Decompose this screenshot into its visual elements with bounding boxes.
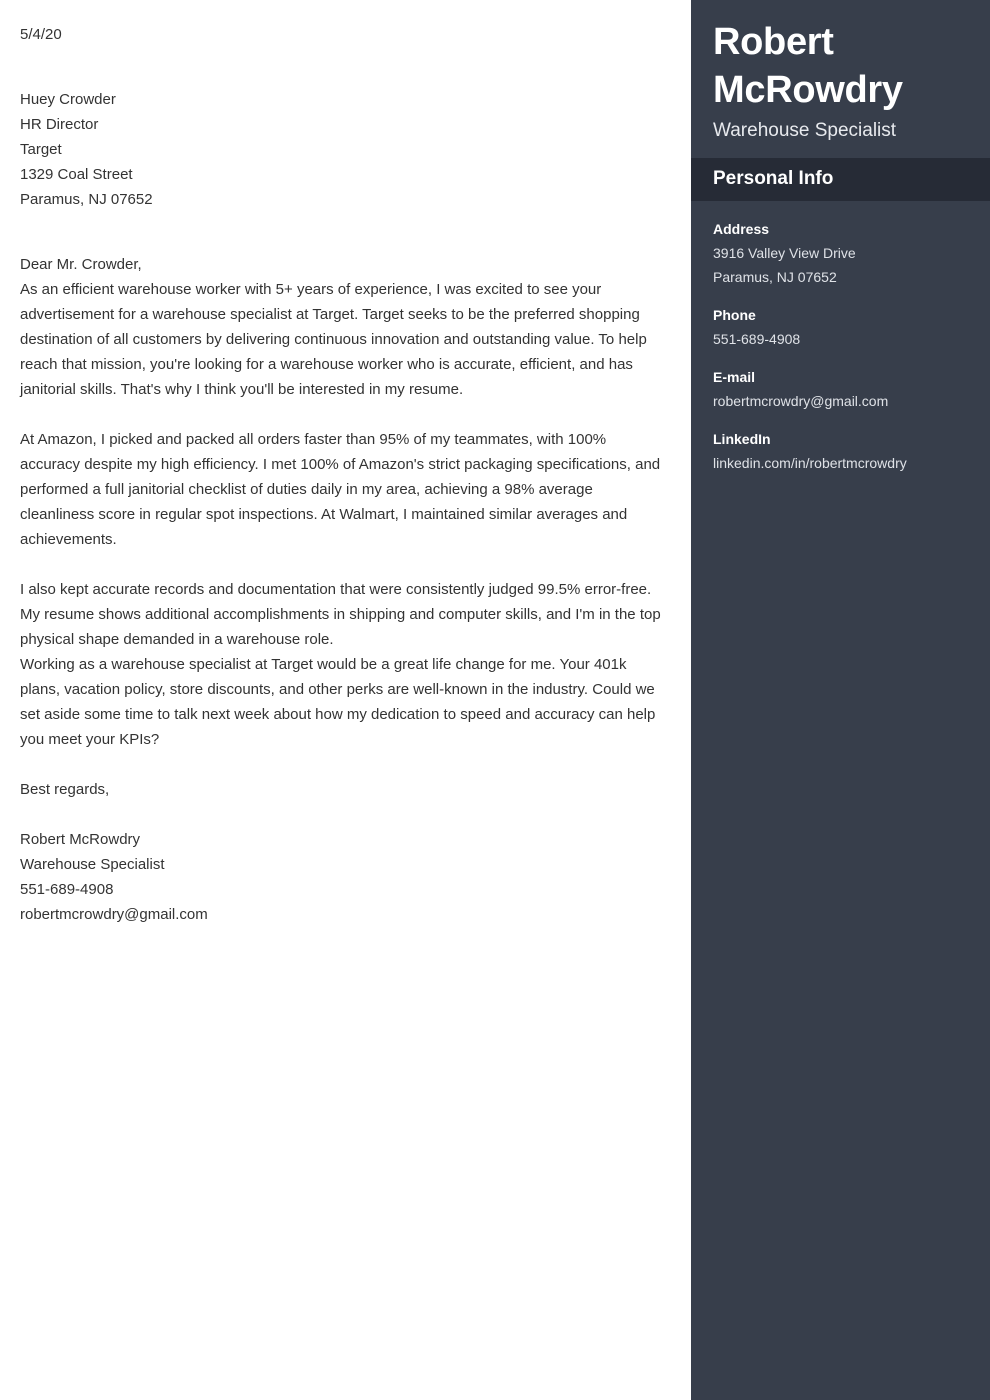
closing-signoff: Best regards,: [20, 781, 110, 798]
signature-email: robertmcrowdry@gmail.com: [20, 906, 208, 923]
email-label: E-mail: [713, 369, 756, 385]
signature-block: [20, 827, 669, 927]
sidebar-header: [691, 0, 990, 158]
recipient-address-block: [20, 87, 669, 212]
letter-paragraph-3: I also kept accurate records and documentation that were consistently judged 99.5% error-free. My resume shows additional accomplishments in shipping and computer skills, and I'm in the top physical shape demanded in a warehouse role.: [20, 581, 661, 648]
sidebar-content: [691, 201, 990, 475]
address-line-2: Paramus, NJ 07652: [713, 269, 837, 285]
personal-info-band: [691, 158, 990, 201]
letter-paragraph-1: As an efficient warehouse worker with 5+ years of experience, I was excited to see your advertisement for a warehouse specialist at Target. Target seeks to be the preferred shopping destination of all customers by delivering continuous innovation and outstanding value. To help reach that mission, you're looking for a warehouse worker who is accurate, efficient, and has janitorial skills. That's why I think you'll be interested in my resume.: [20, 281, 647, 398]
recipient-company: Target: [20, 141, 62, 158]
recipient-street: 1329 Coal Street: [20, 166, 133, 183]
linkedin-value[interactable]: linkedin.com/in/robertmcrowdry: [713, 455, 907, 471]
recipient-name: Huey Crowder: [20, 91, 116, 108]
address-label: Address: [713, 221, 770, 237]
paragraph-spacer: [20, 552, 669, 577]
paragraph-spacer: [20, 752, 669, 777]
signature-title: Warehouse Specialist: [20, 856, 165, 873]
personal-info-heading: Personal Info: [713, 168, 834, 189]
linkedin-label: LinkedIn: [713, 431, 771, 447]
info-group-phone: [713, 303, 968, 351]
info-group-email: [713, 365, 968, 413]
recipient-title: HR Director: [20, 116, 99, 133]
address-line-1: 3916 Valley View Drive: [713, 245, 856, 261]
paragraph-spacer: [20, 402, 669, 427]
letter-paragraph-4: Working as a warehouse specialist at Target would be a great life change for me. Your 401k plans, vacation policy, store discounts, and other perks are well-known in the industry. Could we set aside some time to talk next week about how my dedication to speed and accuracy can help you meet your KPIs?: [20, 656, 656, 748]
phone-label: Phone: [713, 307, 756, 323]
signature-phone: 551-689-4908: [20, 881, 114, 898]
info-group-address: [713, 217, 968, 289]
email-value[interactable]: robertmcrowdry@gmail.com: [713, 393, 889, 409]
letter-date: 5/4/20: [20, 26, 62, 43]
info-group-linkedin: [713, 427, 968, 475]
salutation: Dear Mr. Crowder,: [20, 256, 142, 273]
signature-name: Robert McRowdry: [20, 831, 141, 848]
sidebar: [691, 0, 990, 1400]
letter-paragraph-2: At Amazon, I picked and packed all orders faster than 95% of my teammates, with 100% accuracy despite my high efficiency. I met 100% of Amazon's strict packaging specifications, and performed a full janitorial checklist of duties daily in my area, achieving a 98% average cleanliness score in regular spot inspections. At Walmart, I maintained similar averages and achievements.: [20, 431, 661, 548]
sidebar-job-title: Warehouse Specialist: [713, 120, 897, 141]
phone-value[interactable]: 551-689-4908: [713, 331, 801, 347]
sidebar-candidate-name: Robert McRowdry: [713, 21, 903, 111]
recipient-city-state-zip: Paramus, NJ 07652: [20, 191, 153, 208]
